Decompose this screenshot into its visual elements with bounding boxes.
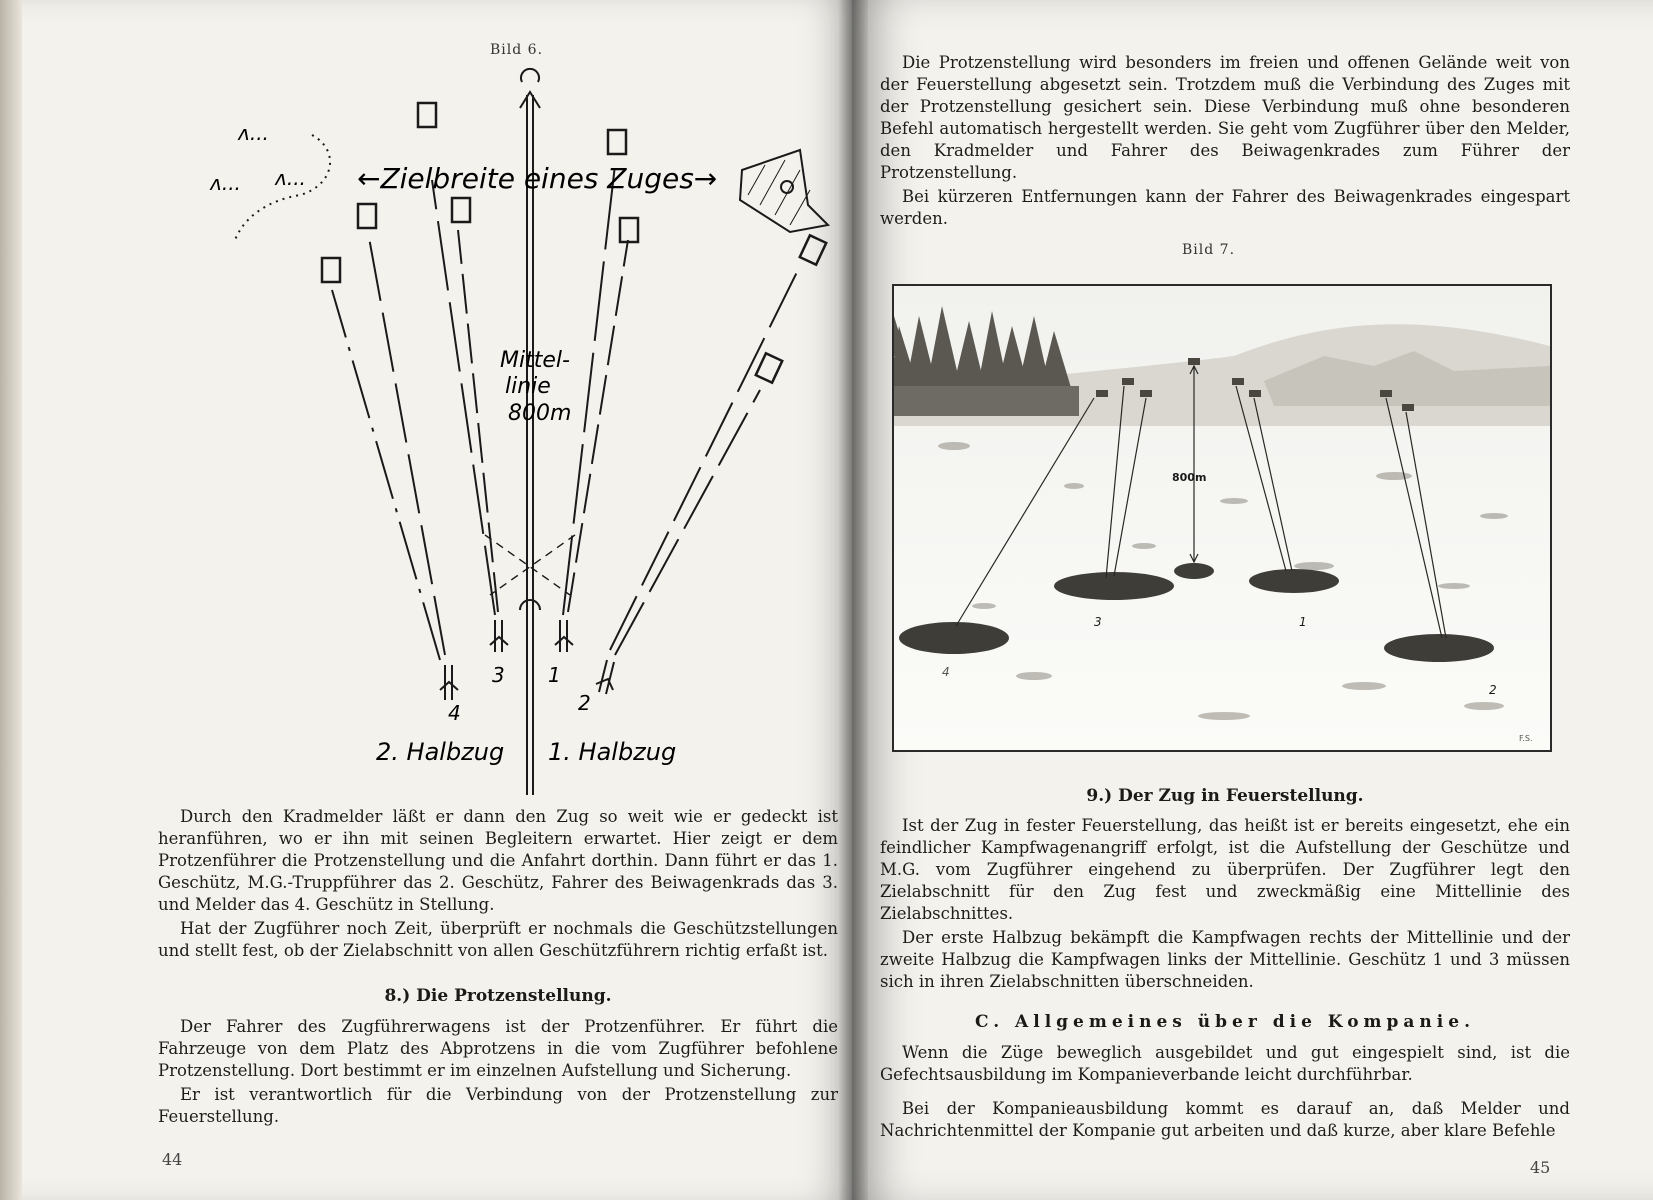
village-hatching [748, 160, 810, 225]
enemy-mark: ʌ... [210, 171, 241, 195]
tank-symbol [452, 198, 470, 222]
illus-gun-number-1: 1 [1299, 615, 1307, 629]
body-paragraph: Der Fahrer des Zugführerwagens ist der Protzenführer. Er führt die Fahrzeuge von dem Platz des Abprotzens in die vom Zugführer befohlene Protzenstellung. Dort bestimmt er im einzelnen Aufstellung und Sicherung. [158, 1017, 838, 1080]
center-arrowhead [520, 92, 540, 108]
gun-number-3: 3 [492, 663, 505, 687]
center-label-line-2: linie [505, 374, 551, 399]
body-paragraph: Bei kürzeren Entfernungen kann der Fahrer des Beiwagenkrades eingespart werden. [880, 187, 1570, 228]
section-heading-c: C. Allgemeines über die Kompanie. [974, 1012, 1475, 1032]
body-paragraph: Bei der Kompanieausbildung kommt es darauf an, daß Melder und Nachrichtenmittel der Kompanie gut arbeiten und daß kurze, aber klare Befehle [880, 1099, 1570, 1140]
illus-gun-number-2: 2 [1489, 683, 1497, 697]
line-gun2-b [615, 390, 760, 655]
figure-caption-bild-7: Bild 7. [1182, 242, 1236, 258]
line-gun4-b [368, 232, 445, 655]
observer-symbol-top [521, 69, 539, 82]
book-gutter [838, 0, 868, 1200]
body-paragraph: Wenn die Züge beweglich ausgebildet und gut eingespielt sind, ist die Gefechtsausbildung im Kompanieverbande leicht durchführbar. [880, 1043, 1570, 1084]
section-heading-9: 9.) Der Zug in Feuerstellung. [1086, 786, 1364, 806]
illus-gun-number-4: 4 [942, 665, 950, 679]
crossing-lines [485, 535, 575, 595]
tank-symbol [608, 130, 626, 154]
section-heading-8: 8.) Die Protzenstellung. [384, 986, 612, 1006]
tank-symbol [800, 235, 826, 264]
gun-number-1: 1 [548, 663, 561, 687]
village-church-symbol [781, 181, 793, 193]
line-gun4-a [332, 290, 440, 660]
body-paragraph: Der erste Halbzug bekämpft die Kampfwagen rechts der Mittellinie und der zweite Halbzug die Kampfwagen links der Mittellinie. Geschütz 1 und 3 müssen sich in ihren Zielabschnitten überschneiden. [880, 928, 1570, 991]
distance-label: 800m [1172, 471, 1207, 484]
line-gun3-b [458, 230, 498, 612]
figure-caption-bild-6: Bild 6. [490, 42, 544, 58]
page-number-left: 44 [162, 1150, 183, 1169]
center-label-line-1: Mittel- [500, 348, 570, 373]
gun-symbol-1 [555, 620, 573, 652]
landscape-drawing [894, 286, 1550, 750]
tank-symbol [418, 103, 436, 127]
gun-number-2: 2 [578, 691, 591, 715]
gun-symbol-4 [440, 665, 458, 700]
half-platoon-2-label: 2. Halbzug [376, 738, 505, 766]
landscape-illustration [892, 284, 1552, 752]
target-width-label: ←Zielbreite eines Zuges→ [357, 162, 718, 195]
gun-symbol-2 [596, 660, 614, 694]
body-paragraph: Er ist verantwortlich für die Verbindung von der Protzenstellung zur Feuerstellung. [158, 1085, 838, 1126]
line-gun1-a [563, 165, 615, 615]
line-gun1-b [568, 240, 628, 612]
center-label-line-3: 800m [508, 401, 572, 426]
artist-signature: F.S. [1519, 734, 1533, 743]
body-paragraph: Durch den Kradmelder läßt er dann den Zug so weit wie er gedeckt ist heranführen, wo er ihn mit seinen Begleitern erwartet. Hier zeigt er dem Protzenführer die Protzenstellung und die Anfahrt dorthin. Dann führt er das 1. Geschütz, M.G.-Truppführer das 2. Geschütz, Fahrer des Beiwagenkrads das 3. und Melder das 4. Geschütz in Stellung. [158, 807, 838, 914]
platoon-fire-diagram [0, 0, 852, 800]
body-paragraph: Ist der Zug in fester Feuerstellung, das heißt ist er bereits eingesetzt, ehe ein feindlicher Kampfwagenangriff erfolgt, ist die Aufstellung der Geschütze und M.G. vom Zugführer eingehend zu überprüfen. Der Zugführer legt den Zielabschnitt für den Zug fest und zweckmäßig eine Mittellinie des Zielabschnittes. [880, 816, 1570, 923]
line-gun3-a [432, 180, 495, 615]
page-number-right: 45 [1530, 1158, 1551, 1177]
half-platoon-1-label: 1. Halbzug [548, 738, 677, 766]
tank-symbol [620, 218, 638, 242]
illus-gun-number-3: 3 [1094, 615, 1102, 629]
gun-symbol-3 [490, 620, 508, 652]
enemy-mark: ʌ... [275, 166, 306, 190]
body-paragraph: Hat der Zugführer noch Zeit, überprüft er nochmals die Geschützstellungen und stellt fest, ob der Zielabschnitt von allen Geschützführern richtig erfaßt ist. [158, 919, 838, 960]
tank-symbol [358, 204, 376, 228]
line-gun2-a [610, 270, 798, 650]
tank-symbol [756, 353, 782, 382]
body-paragraph: Die Protzenstellung wird besonders im freien und offenen Gelände weit von der Feuerstellung abgesetzt sein. Trotzdem muß die Verbindung des Zuges mit der Protzenstellung gesichert sein. Diese Verbindung muß ohne besonderen Befehl automatisch hergestellt werden. Sie geht vom Zugführer über den Melder, den Kradmelder und Fahrer des Beiwagenkrades zum Führer der Protzenstellung. [880, 53, 1570, 182]
observer-symbol-bottom [520, 600, 540, 610]
enemy-mark: ʌ... [238, 121, 269, 145]
tank-symbol [322, 258, 340, 282]
gun-number-4: 4 [448, 701, 461, 725]
